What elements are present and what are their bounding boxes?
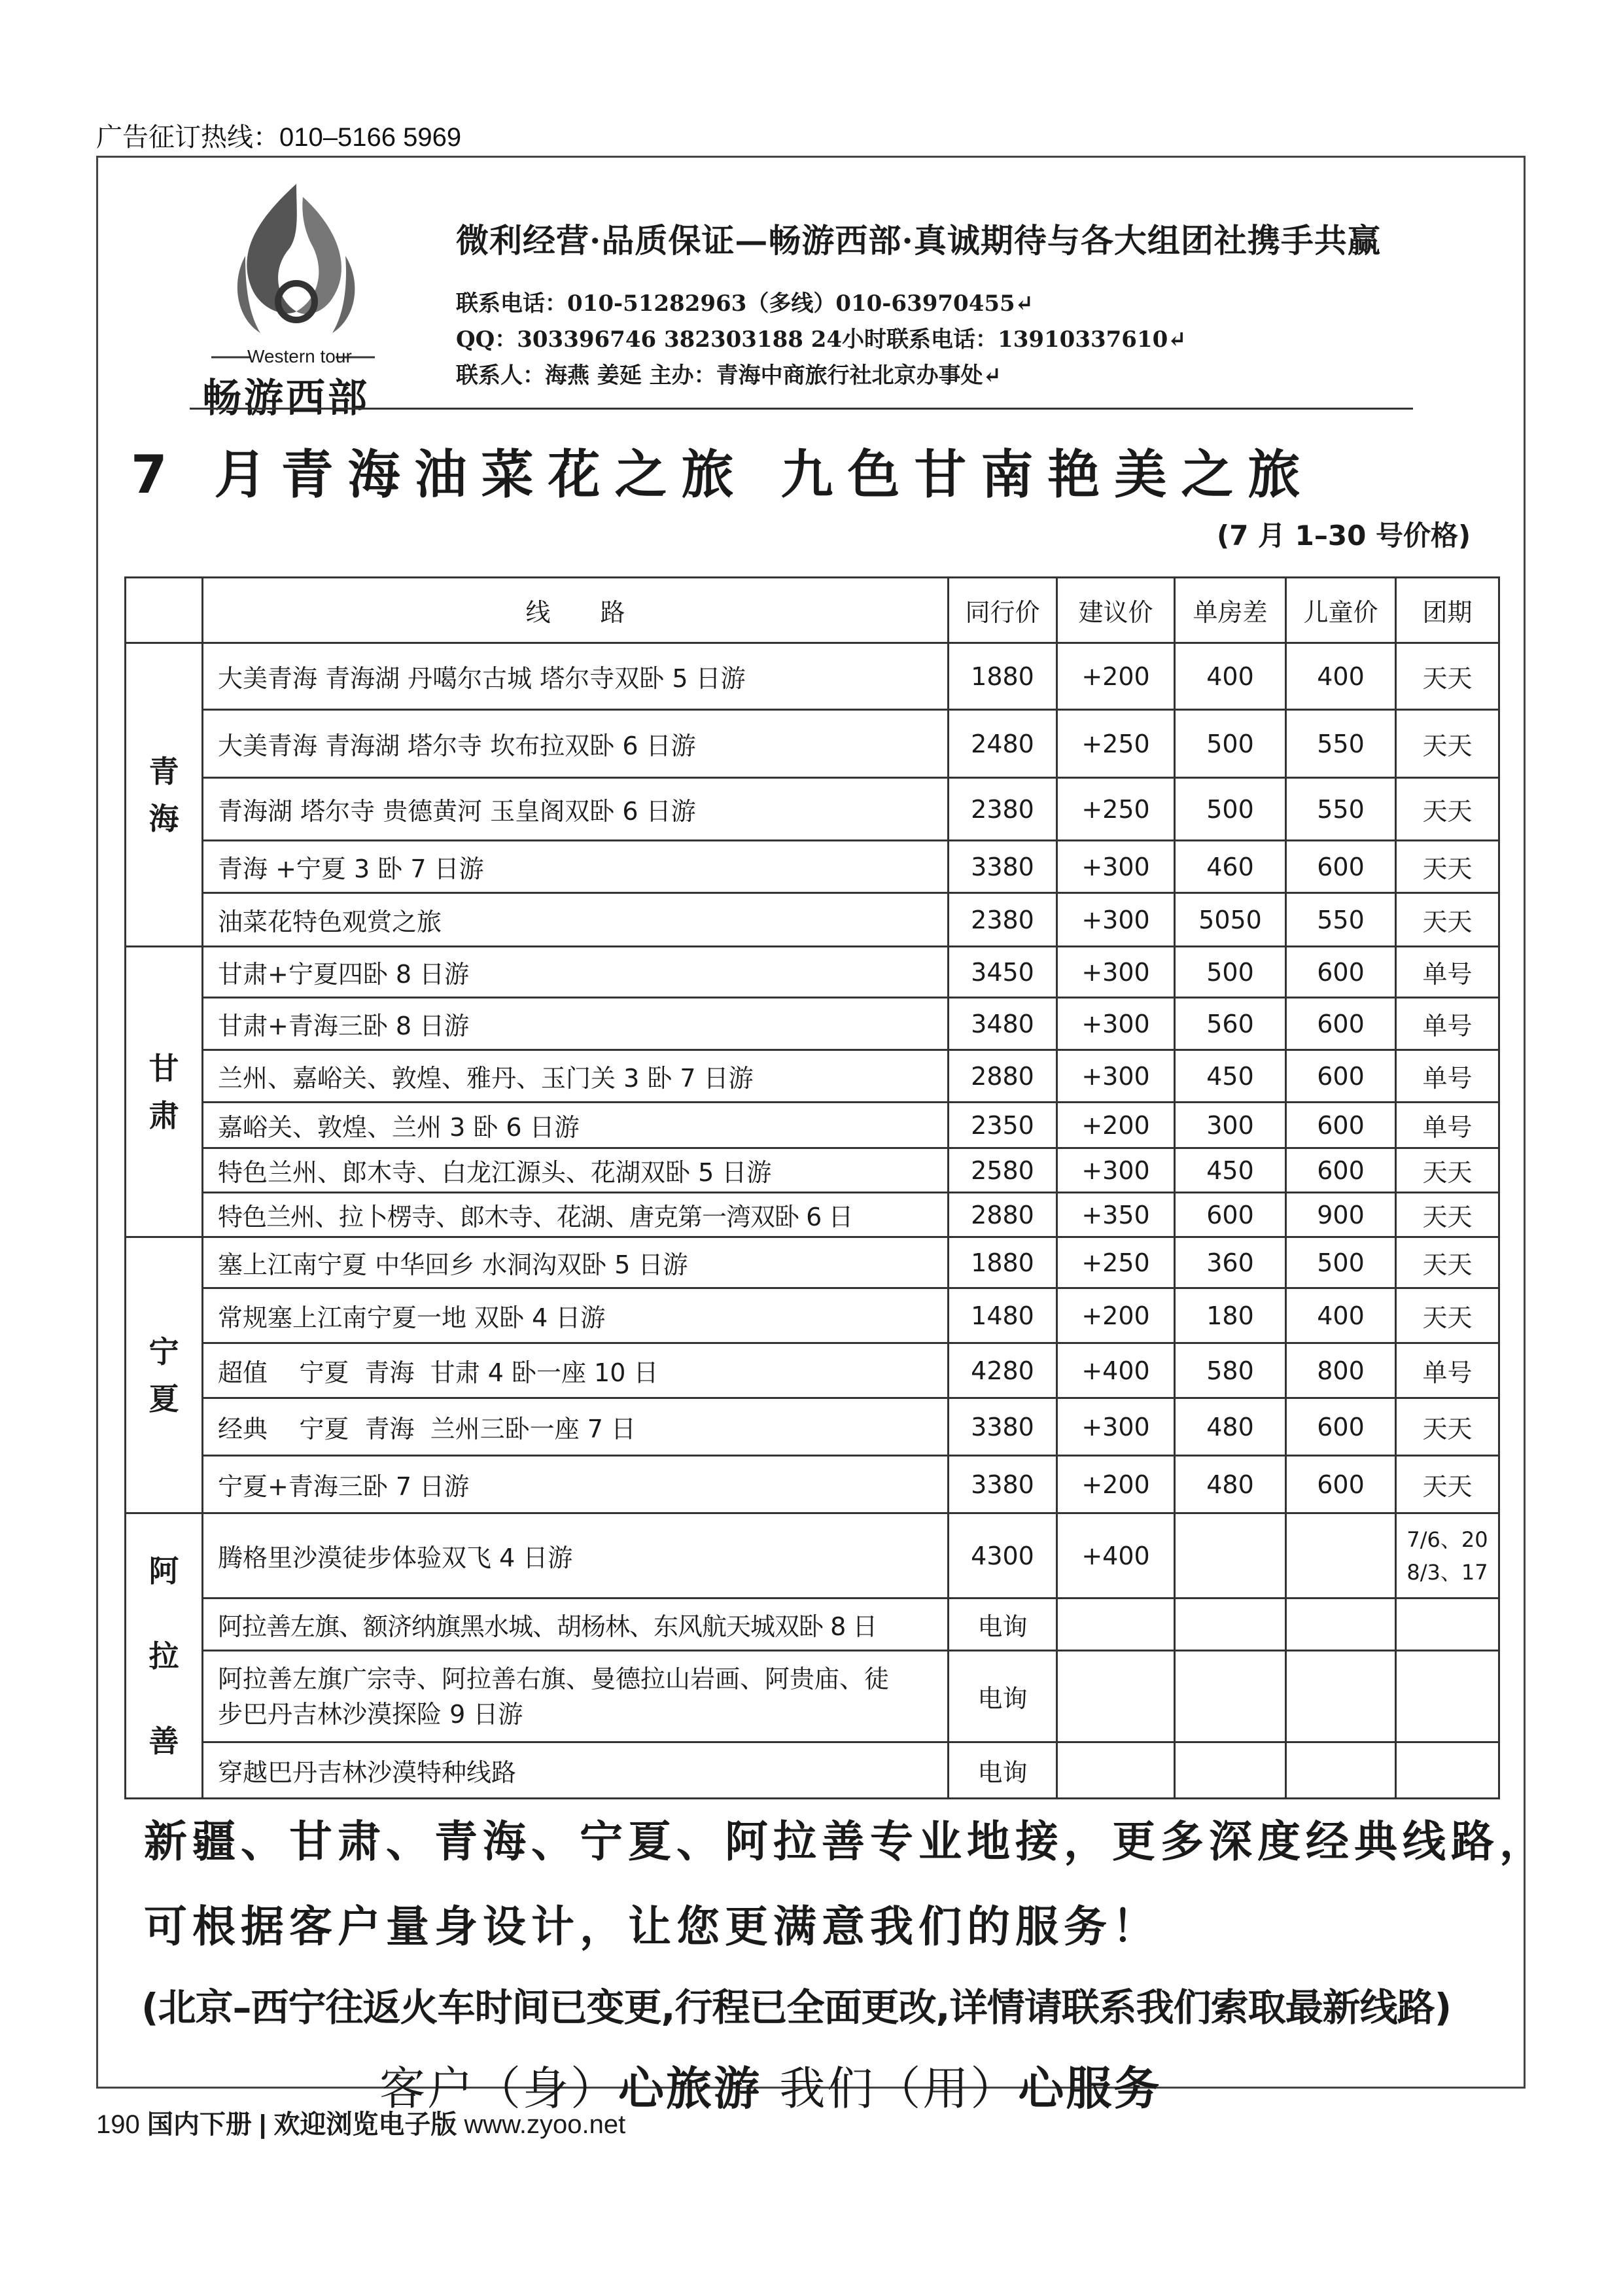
route-name: 大美青海 青海湖 丹噶尔古城 塔尔寺双卧 5 日游	[203, 643, 949, 710]
section-name: 国内下册	[147, 2110, 252, 2139]
peer-price: 1880	[949, 1237, 1057, 1288]
schedule: 单号	[1396, 1343, 1499, 1398]
footer-text: 欢迎浏览电子版	[273, 2110, 457, 2139]
logo-english: Western tour	[247, 346, 352, 366]
header-suggest-price: 建议价	[1057, 578, 1175, 643]
route-name: 阿拉善左旗、额济纳旗黑水城、胡杨林、东风航天城双卧 8 日	[203, 1598, 949, 1651]
schedule: 天天	[1396, 710, 1499, 778]
note-line-3: (北京–西宁往返火车时间已变更,行程已全面更改,详情请联系我们索取最新线路)	[141, 1985, 1452, 2030]
route-name: 甘肃+宁夏四卧 8 日游	[203, 947, 949, 998]
company-logo	[198, 171, 388, 421]
suggest-price: +250	[1057, 710, 1175, 778]
schedule: 天天	[1396, 643, 1499, 710]
child-price: 600	[1286, 998, 1396, 1050]
suggest-price	[1057, 1651, 1175, 1742]
table-row	[126, 947, 1499, 998]
peer-price: 3480	[949, 998, 1057, 1050]
child-price: 600	[1286, 1050, 1396, 1103]
region-alashan: 阿 拉 善	[126, 1513, 203, 1799]
single-room: 360	[1175, 1237, 1286, 1288]
single-room	[1175, 1742, 1286, 1799]
route-name: 油菜花特色观赏之旅	[203, 893, 949, 947]
motto-part2: 心旅游	[618, 2062, 761, 2115]
child-price: 600	[1286, 1148, 1396, 1193]
route-name: 大美青海 青海湖 塔尔寺 坎布拉双卧 6 日游	[203, 710, 949, 778]
footer-url[interactable]: www.zyoo.net	[464, 2110, 626, 2139]
header-divider	[190, 408, 1413, 410]
header-region	[126, 578, 203, 643]
motto-part3: 我们（用）	[779, 2062, 1019, 2115]
suggest-price: +300	[1057, 998, 1175, 1050]
route-name: 腾格里沙漠徒步体验双飞 4 日游	[203, 1513, 949, 1598]
peer-price: 2350	[949, 1103, 1057, 1148]
single-room	[1175, 1598, 1286, 1651]
schedule	[1396, 1742, 1499, 1799]
peer-price: 2880	[949, 1193, 1057, 1237]
route-name: 青海湖 塔尔寺 贵德黄河 玉皇阁双卧 6 日游	[203, 778, 949, 841]
table-row	[126, 998, 1499, 1050]
single-room: 480	[1175, 1456, 1286, 1513]
child-price: 900	[1286, 1193, 1396, 1237]
schedule: 单号	[1396, 947, 1499, 998]
route-name: 常规塞上江南宁夏一地 双卧 4 日游	[203, 1288, 949, 1343]
child-price	[1286, 1513, 1396, 1598]
suggest-price: +300	[1057, 841, 1175, 893]
schedule: 天天	[1396, 1288, 1499, 1343]
suggest-price	[1057, 1598, 1175, 1651]
table-row	[126, 1343, 1499, 1398]
route-name: 兰州、嘉峪关、敦煌、雅丹、玉门关 3 卧 7 日游	[203, 1050, 949, 1103]
header-single-room: 单房差	[1175, 578, 1286, 643]
schedule: 天天	[1396, 1193, 1499, 1237]
region-gansu: 甘 肃	[126, 947, 203, 1237]
schedule: 天天	[1396, 893, 1499, 947]
region-qinghai: 青 海	[126, 643, 203, 947]
child-price: 600	[1286, 947, 1396, 998]
child-price: 600	[1286, 1456, 1396, 1513]
child-price: 550	[1286, 778, 1396, 841]
table-row	[126, 710, 1499, 778]
table-row	[126, 1513, 1499, 1598]
peer-price: 2480	[949, 710, 1057, 778]
child-price: 500	[1286, 1237, 1396, 1288]
suggest-price: +200	[1057, 643, 1175, 710]
table-row	[126, 643, 1499, 710]
schedule	[1396, 1651, 1499, 1742]
child-price	[1286, 1598, 1396, 1651]
table-row	[126, 1148, 1499, 1193]
single-room	[1175, 1513, 1286, 1598]
single-room: 500	[1175, 710, 1286, 778]
single-room: 450	[1175, 1050, 1286, 1103]
price-period: (7 月 1–30 号价格)	[1217, 520, 1471, 552]
page-footer	[96, 2104, 625, 2141]
table-row	[126, 778, 1499, 841]
route-name: 特色兰州、拉卜楞寺、郎木寺、花湖、唐克第一湾双卧 6 日	[203, 1193, 949, 1237]
peer-price: 4280	[949, 1343, 1057, 1398]
schedule: 天天	[1396, 778, 1499, 841]
route-name: 塞上江南宁夏 中华回乡 水洞沟双卧 5 日游	[203, 1237, 949, 1288]
schedule: 天天	[1396, 1237, 1499, 1288]
peer-price: 1880	[949, 643, 1057, 710]
route-name: 宁夏+青海三卧 7 日游	[203, 1456, 949, 1513]
child-price: 550	[1286, 893, 1396, 947]
peer-price: 3380	[949, 841, 1057, 893]
peer-price: 电询	[949, 1598, 1057, 1651]
suggest-price: +300	[1057, 947, 1175, 998]
schedule: 7/6、20 8/3、17	[1396, 1513, 1499, 1598]
slogan: 微利经营·品质保证—畅游西部·真诚期待与各大组团社携手共赢	[456, 221, 1381, 260]
route-name: 经典 宁夏 青海 兰州三卧一座 7 日	[203, 1398, 949, 1456]
footer-separator: |	[259, 2110, 267, 2139]
ad-hotline: 广告征订热线：010–5166 5969	[96, 123, 462, 152]
contact-phone: 联系电话：010-51282963（多线）010-63970455↵	[456, 291, 1034, 317]
route-name: 超值 宁夏 青海 甘肃 4 卧一座 10 日	[203, 1343, 949, 1398]
child-price: 600	[1286, 1103, 1396, 1148]
schedule	[1396, 1598, 1499, 1651]
peer-price: 电询	[949, 1651, 1057, 1742]
peer-price: 2580	[949, 1148, 1057, 1193]
suggest-price: +400	[1057, 1343, 1175, 1398]
peer-price: 3380	[949, 1456, 1057, 1513]
schedule: 天天	[1396, 841, 1499, 893]
child-price: 550	[1286, 710, 1396, 778]
header-schedule: 团期	[1396, 578, 1499, 643]
peer-price: 4300	[949, 1513, 1057, 1598]
schedule: 天天	[1396, 1148, 1499, 1193]
suggest-price: +400	[1057, 1513, 1175, 1598]
single-room: 600	[1175, 1193, 1286, 1237]
suggest-price: +200	[1057, 1103, 1175, 1148]
table-row	[126, 1050, 1499, 1103]
header-child-price: 儿童价	[1286, 578, 1396, 643]
peer-price: 电询	[949, 1742, 1057, 1799]
table-row	[126, 1398, 1499, 1456]
suggest-price: +300	[1057, 1050, 1175, 1103]
suggest-price: +300	[1057, 1398, 1175, 1456]
peer-price: 1480	[949, 1288, 1057, 1343]
table-row	[126, 1193, 1499, 1237]
single-room: 480	[1175, 1398, 1286, 1456]
peer-price: 3380	[949, 1398, 1057, 1456]
child-price: 800	[1286, 1343, 1396, 1398]
single-room: 560	[1175, 998, 1286, 1050]
suggest-price: +250	[1057, 1237, 1175, 1288]
page-title: 7 月青海油菜花之旅 九色甘南艳美之旅	[131, 444, 1315, 505]
note-line-1: 新疆、甘肃、青海、宁夏、阿拉善专业地接，更多深度经典线路，	[144, 1816, 1548, 1867]
table-row	[126, 1742, 1499, 1799]
peer-price: 2380	[949, 778, 1057, 841]
route-name: 甘肃+青海三卧 8 日游	[203, 998, 949, 1050]
page-number: 190	[96, 2110, 140, 2139]
schedule: 单号	[1396, 1050, 1499, 1103]
single-room: 300	[1175, 1103, 1286, 1148]
child-price: 600	[1286, 1398, 1396, 1456]
table-header-row	[126, 578, 1499, 643]
header-peer-price: 同行价	[949, 578, 1057, 643]
logo-chinese: 畅游西部	[202, 376, 370, 421]
schedule: 天天	[1396, 1398, 1499, 1456]
price-table	[124, 576, 1500, 1799]
peer-price: 3450	[949, 947, 1057, 998]
peer-price: 2380	[949, 893, 1057, 947]
single-room: 500	[1175, 947, 1286, 998]
note-line-2: 可根据客户量身设计，让您更满意我们的服务！	[144, 1901, 1161, 1952]
contact-qq: QQ：303396746 382303188 24小时联系电话：13910337610↵	[456, 327, 1187, 353]
ad-frame	[96, 156, 1548, 2115]
table-row	[126, 1456, 1499, 1513]
single-room: 180	[1175, 1288, 1286, 1343]
suggest-price: +200	[1057, 1288, 1175, 1343]
child-price: 600	[1286, 841, 1396, 893]
table-row	[126, 841, 1499, 893]
region-ningxia: 宁 夏	[126, 1237, 203, 1513]
motto-part1: 客户（身）	[379, 2062, 618, 2115]
route-name: 青海 +宁夏 3 卧 7 日游	[203, 841, 949, 893]
motto-part4: 心服务	[1018, 2062, 1162, 2115]
suggest-price: +250	[1057, 778, 1175, 841]
peer-price: 2880	[949, 1050, 1057, 1103]
suggest-price: +350	[1057, 1193, 1175, 1237]
suggest-price	[1057, 1742, 1175, 1799]
route-name: 穿越巴丹吉林沙漠特种线路	[203, 1742, 949, 1799]
child-price: 400	[1286, 643, 1396, 710]
suggest-price: +200	[1057, 1456, 1175, 1513]
child-price	[1286, 1742, 1396, 1799]
single-room: 500	[1175, 778, 1286, 841]
table-row	[126, 1237, 1499, 1288]
route-name: 特色兰州、郎木寺、白龙江源头、花湖双卧 5 日游	[203, 1148, 949, 1193]
schedule: 单号	[1396, 1103, 1499, 1148]
header-route: 线 路	[203, 578, 949, 643]
table-row	[126, 1288, 1499, 1343]
single-room: 580	[1175, 1343, 1286, 1398]
table-row	[126, 1103, 1499, 1148]
single-room: 400	[1175, 643, 1286, 710]
table-row	[126, 1651, 1499, 1742]
suggest-price: +300	[1057, 893, 1175, 947]
suggest-price: +300	[1057, 1148, 1175, 1193]
schedule: 单号	[1396, 998, 1499, 1050]
child-price: 400	[1286, 1288, 1396, 1343]
single-room	[1175, 1651, 1286, 1742]
schedule: 天天	[1396, 1456, 1499, 1513]
table-row	[126, 893, 1499, 947]
route-name: 嘉峪关、敦煌、兰州 3 卧 6 日游	[203, 1103, 949, 1148]
single-room: 460	[1175, 841, 1286, 893]
contact-person: 联系人：海燕 姜延 主办：青海中商旅行社北京办事处↵	[456, 362, 1002, 389]
single-room: 5050	[1175, 893, 1286, 947]
child-price	[1286, 1651, 1396, 1742]
route-name: 阿拉善左旗广宗寺、阿拉善右旗、曼德拉山岩画、阿贵庙、徒 步巴丹吉林沙漠探险 9 日游	[203, 1651, 949, 1742]
single-room: 450	[1175, 1148, 1286, 1193]
table-row	[126, 1598, 1499, 1651]
